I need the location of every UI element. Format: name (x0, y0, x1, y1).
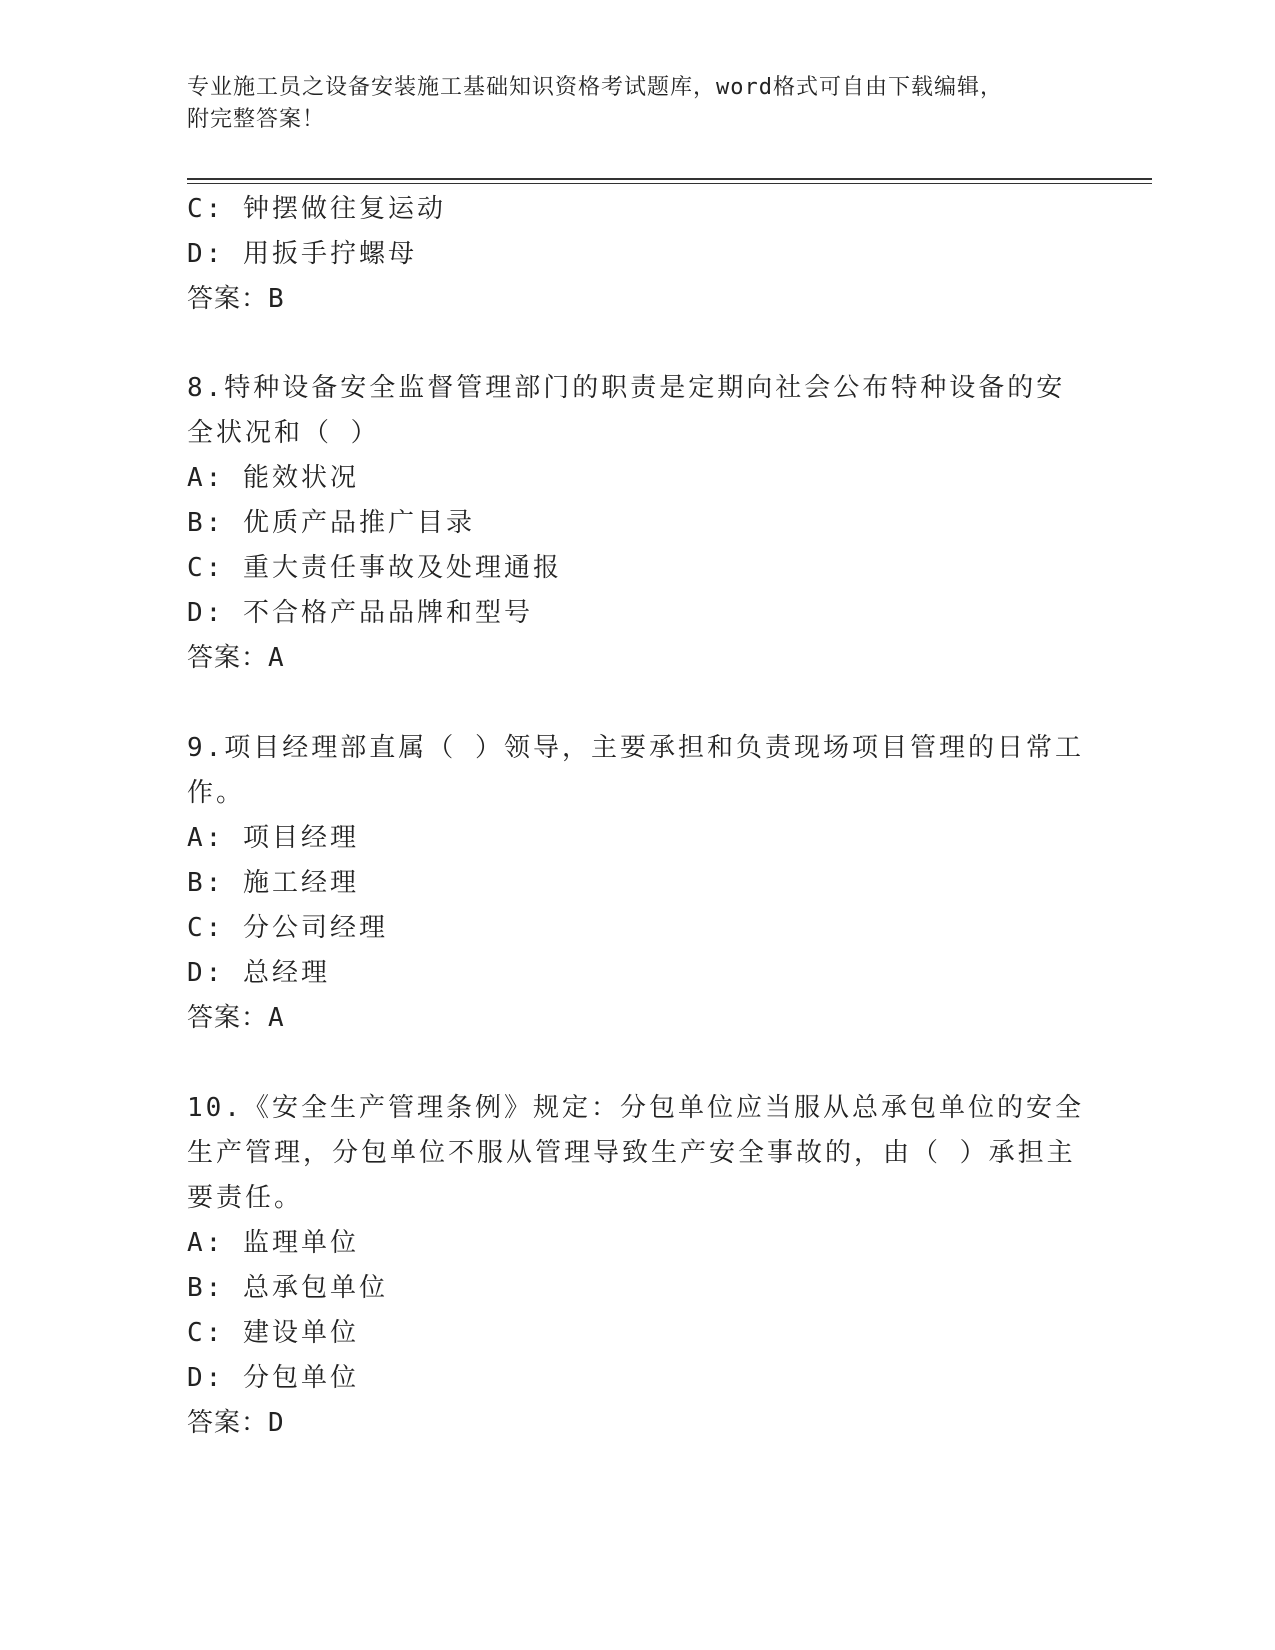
option-c: C: 钟摆做往复运动 (187, 194, 446, 224)
option-a: A: 项目经理 (187, 823, 359, 853)
question-text-line: 全状况和（ ） (187, 418, 380, 448)
answer-line (187, 1405, 285, 1441)
question-text-line: 8.特种设备安全监督管理部门的职责是定期向社会公布特种设备的安 (187, 373, 1066, 403)
answer-line (187, 640, 285, 676)
option-c: C: 建设单位 (187, 1318, 359, 1348)
header-text-line-2: 附完整答案！ (187, 107, 326, 132)
answer-line (187, 1000, 285, 1036)
answer-label: 答案： (187, 284, 269, 314)
option-d: D: 用扳手拧螺母 (187, 239, 417, 269)
answer-value: D (268, 1408, 285, 1438)
header-text-line-1: 专业施工员之设备安装施工基础知识资格考试题库，word格式可自由下载编辑， (187, 75, 1003, 100)
question-text-line: 10.《安全生产管理条例》规定：分包单位应当服从总承包单位的安全 (187, 1093, 1084, 1123)
option-d: D: 不合格产品品牌和型号 (187, 598, 533, 628)
option-d: D: 分包单位 (187, 1363, 359, 1393)
answer-label: 答案： (187, 643, 269, 673)
question-text-line: 9.项目经理部直属（ ）领导，主要承担和负责现场项目管理的日常工 (187, 733, 1084, 763)
answer-label: 答案： (187, 1003, 269, 1033)
option-b: B: 总承包单位 (187, 1273, 388, 1303)
answer-line (187, 281, 285, 317)
header-divider (187, 178, 1152, 180)
option-a: A: 能效状况 (187, 463, 359, 493)
question-text-line: 生产管理，分包单位不服从管理导致生产安全事故的，由（ ）承担主 (187, 1138, 1076, 1168)
answer-value: A (268, 1003, 285, 1033)
option-a: A: 监理单位 (187, 1228, 359, 1258)
answer-value: A (268, 643, 285, 673)
option-b: B: 施工经理 (187, 868, 359, 898)
header-divider-thin (187, 183, 1152, 184)
option-d: D: 总经理 (187, 958, 330, 988)
option-c: C: 分公司经理 (187, 913, 388, 943)
question-text-line: 要责任。 (187, 1183, 304, 1213)
option-c: C: 重大责任事故及处理通报 (187, 553, 562, 583)
question-text-line: 作。 (187, 778, 246, 808)
option-b: B: 优质产品推广目录 (187, 508, 475, 538)
answer-label: 答案： (187, 1408, 269, 1438)
answer-value: B (268, 284, 285, 314)
